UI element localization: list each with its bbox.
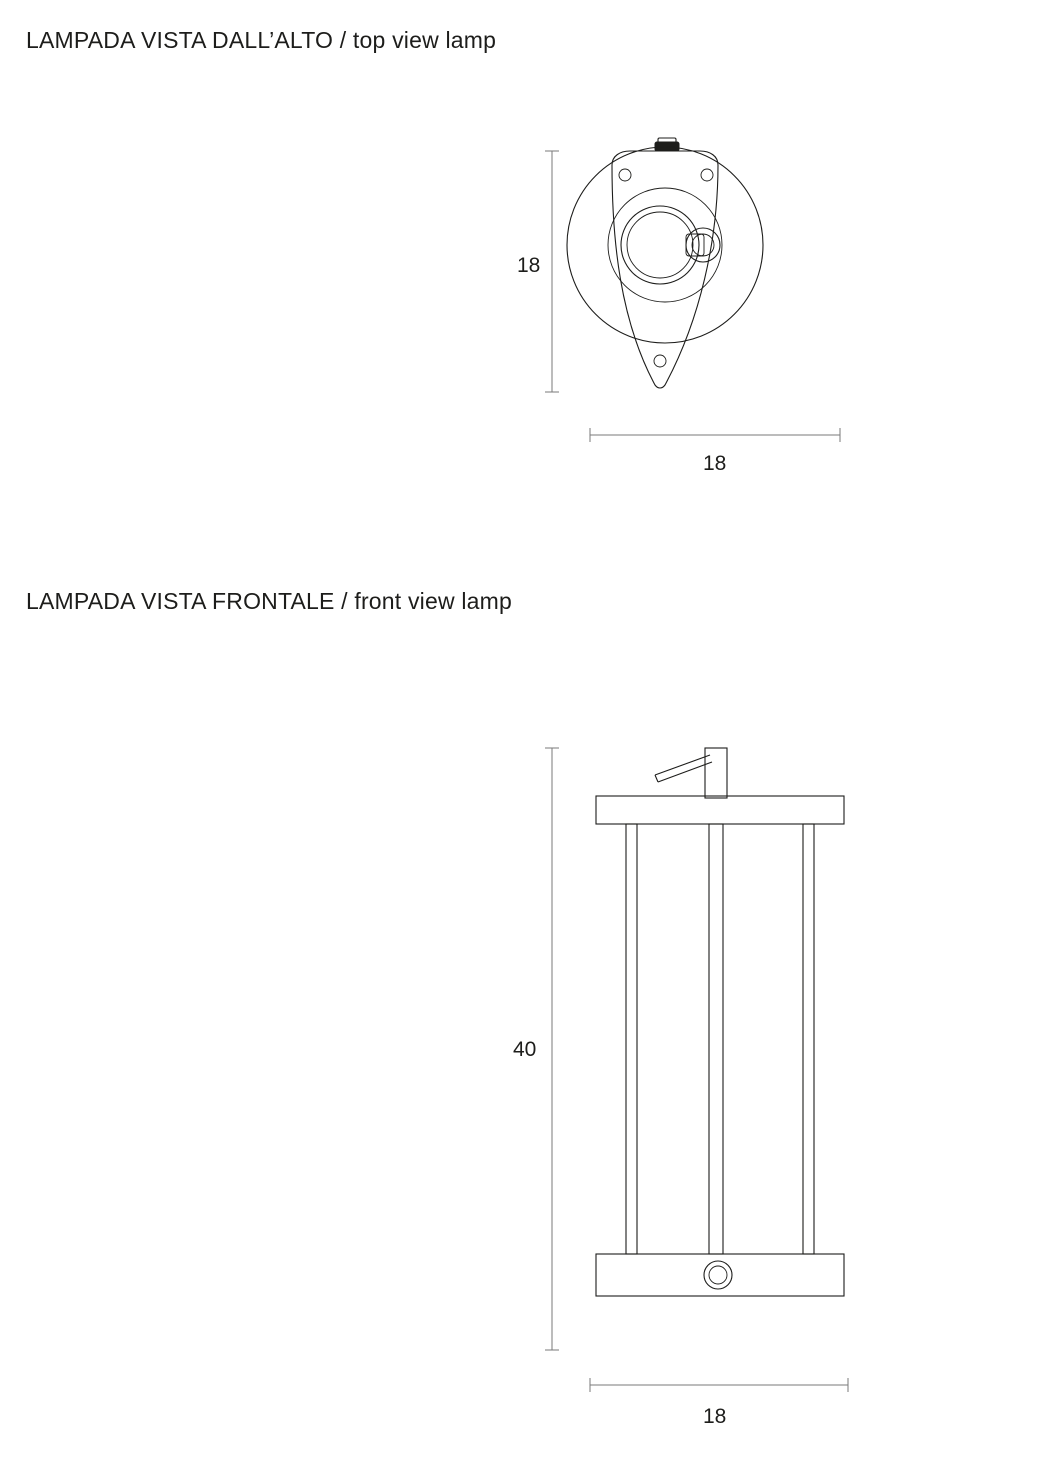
dimension-label-front-width: 18 [703, 1405, 727, 1428]
front-view-drawing [500, 730, 860, 1410]
dimension-label-front-height: 40 [513, 1038, 537, 1061]
dimension-label-top-width: 18 [703, 452, 727, 475]
dimension-label-top-height: 18 [517, 254, 541, 277]
top-view-drawing [500, 120, 860, 420]
section-title-top-view: LAMPADA VISTA DALL’ALTO / top view lamp [26, 27, 497, 53]
section-title-front-view: LAMPADA VISTA FRONTALE / front view lamp [26, 588, 513, 614]
